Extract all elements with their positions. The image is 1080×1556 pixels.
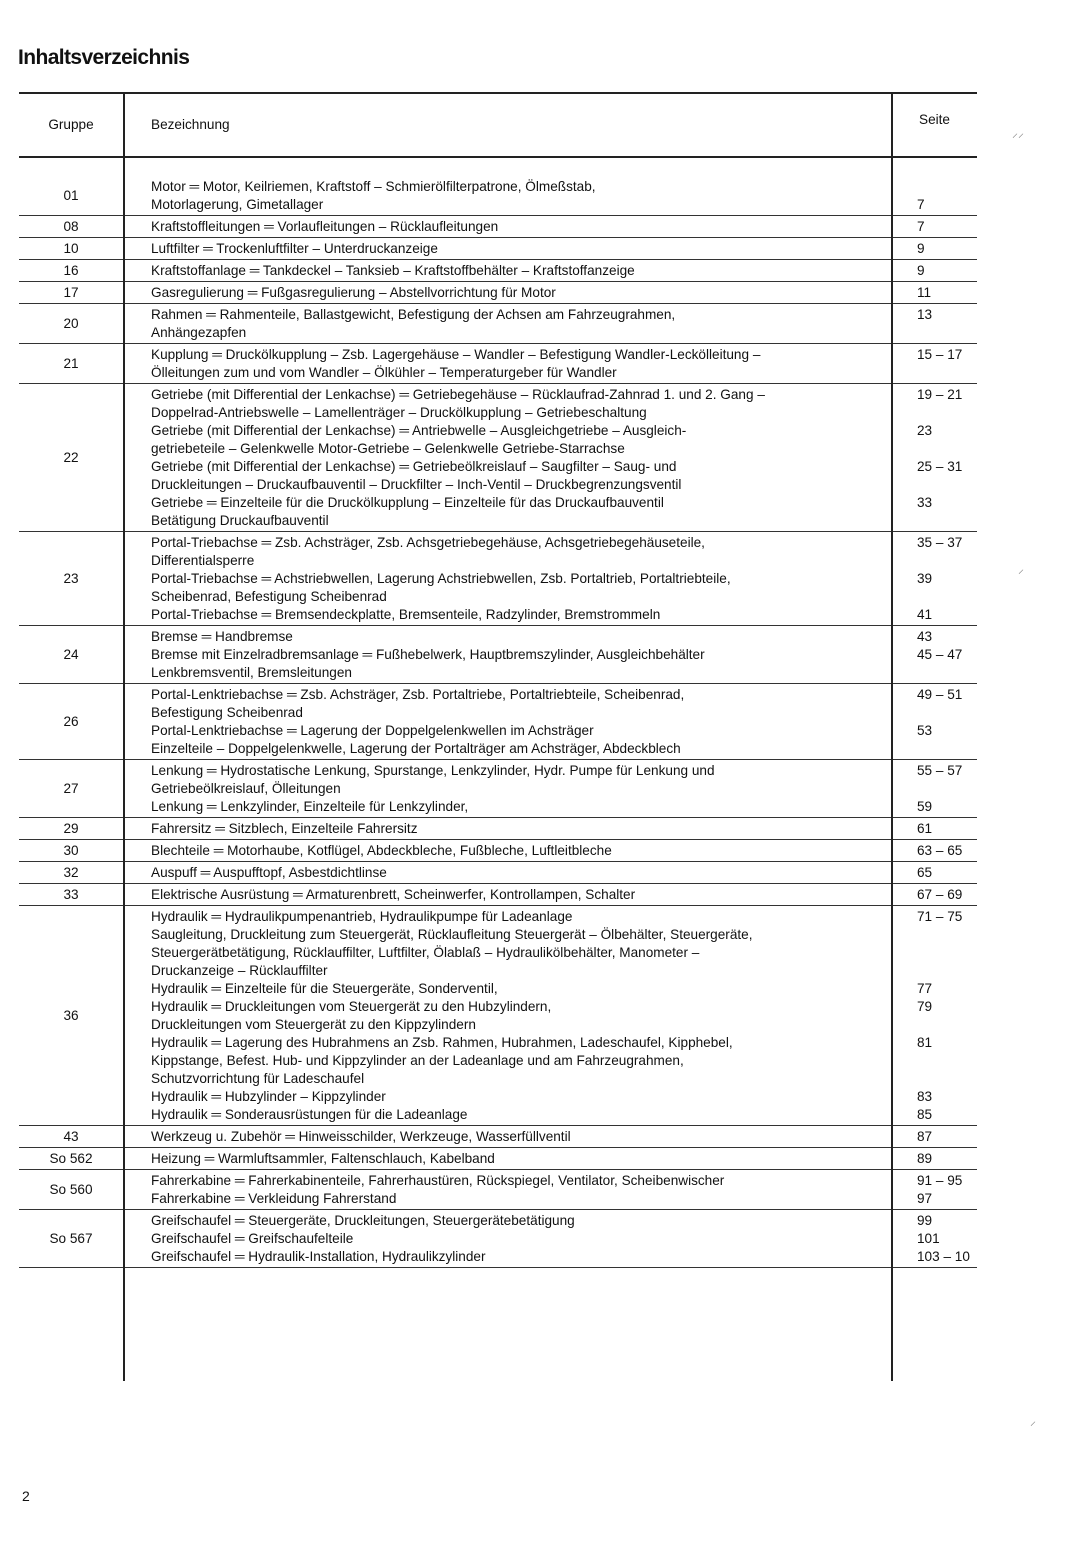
page-ref: 65 bbox=[917, 865, 933, 880]
description-cell bbox=[124, 1126, 892, 1148]
description-line: Hydraulik ═ Sonderausrüstungen für die Ladeanlage bbox=[151, 1107, 468, 1122]
group-cell: 01 bbox=[19, 157, 124, 216]
description-cell bbox=[124, 862, 892, 884]
description-line: Portal-Lenktriebachse ═ Zsb. Achsträger, Zsb. Portaltriebe, Portaltriebteile, Scheibenrad, bbox=[151, 687, 685, 702]
page-ref: 25 – 31 bbox=[917, 459, 963, 474]
page-ref: 41 bbox=[917, 607, 933, 622]
description-line: getriebeteile – Gelenkwelle Motor-Getriebe – Gelenkwelle Getriebe-Starrachse bbox=[151, 441, 625, 456]
group-cell: 24 bbox=[19, 626, 124, 684]
description-line: Motorlagerung, Gimetallager bbox=[151, 197, 324, 212]
toc-row bbox=[19, 1210, 977, 1268]
description-line: Anhängezapfen bbox=[151, 325, 247, 340]
page-cell bbox=[892, 344, 977, 384]
toc-row bbox=[19, 260, 977, 282]
page-cell bbox=[892, 818, 977, 840]
page-cell bbox=[892, 840, 977, 862]
group-cell: 20 bbox=[19, 304, 124, 344]
page-ref: 39 bbox=[917, 571, 933, 586]
page-ref: 89 bbox=[917, 1151, 933, 1166]
page-cell bbox=[892, 884, 977, 906]
description-line: Getriebe ═ Einzelteile für die Druckölkupplung – Einzelteile für das Druckaufbauventil bbox=[151, 495, 664, 510]
description-cell bbox=[124, 906, 892, 1126]
description-cell bbox=[124, 216, 892, 238]
page-ref: 23 bbox=[917, 423, 933, 438]
page-ref: 19 – 21 bbox=[917, 387, 963, 402]
page-ref bbox=[917, 512, 977, 530]
description-cell bbox=[124, 760, 892, 818]
description-line: Doppelrad-Antriebswelle – Lamellenträger – Druckölkupplung – Getriebeschaltung bbox=[151, 405, 647, 420]
page-cell bbox=[892, 1170, 977, 1210]
description-line: Hydraulik ═ Hubzylinder – Kippzylinder bbox=[151, 1089, 386, 1104]
description-line: Portal-Triebachse ═ Bremsendeckplatte, Bremsenteile, Radzylinder, Bremstrommeln bbox=[151, 607, 661, 622]
description-line: Motor ═ Motor, Keilriemen, Kraftstoff – Schmierölfilterpatrone, Ölmeßstab, bbox=[151, 179, 596, 194]
page-ref: 7 bbox=[917, 219, 925, 234]
toc-row bbox=[19, 818, 977, 840]
page-ref: 91 – 95 bbox=[917, 1173, 963, 1188]
empty-cell bbox=[892, 1268, 977, 1382]
description-line: Luftfilter ═ Trockenluftfilter – Unterdruckanzeige bbox=[151, 241, 438, 256]
page-cell bbox=[892, 157, 977, 216]
toc-row bbox=[19, 862, 977, 884]
description-line: Druckleitungen vom Steuergerät zu den Kippzylindern bbox=[151, 1017, 476, 1032]
description-line: Bremse ═ Handbremse bbox=[151, 629, 293, 644]
description-line: Kippstange, Befest. Hub- und Kippzylinder an der Ladeanlage und am Fahrzeugrahmen, bbox=[151, 1053, 684, 1068]
page-ref bbox=[917, 926, 977, 944]
description-line: Getriebe (mit Differential der Lenkachse) ═ Antriebwelle – Ausgleichgetriebe – Ausgleich- bbox=[151, 423, 687, 438]
description-line: Differentialsperre bbox=[151, 553, 255, 568]
page-cell bbox=[892, 1210, 977, 1268]
description-line: Gasregulierung ═ Fußgasregulierung – Abstellvorrichtung für Motor bbox=[151, 285, 556, 300]
toc-row bbox=[19, 304, 977, 344]
description-line: Befestigung Scheibenrad bbox=[151, 705, 303, 720]
page-ref: 67 – 69 bbox=[917, 887, 963, 902]
page-ref: 33 bbox=[917, 495, 933, 510]
page-cell bbox=[892, 384, 977, 532]
description-line: Rahmen ═ Rahmenteile, Ballastgewicht, Befestigung der Achsen am Fahrzeugrahmen, bbox=[151, 307, 676, 322]
group-cell: 32 bbox=[19, 862, 124, 884]
column-header-page: Seite bbox=[892, 93, 977, 157]
description-line: Werkzeug u. Zubehör ═ Hinweisschilder, Werkzeuge, Wasserfüllventil bbox=[151, 1129, 571, 1144]
group-cell: 22 bbox=[19, 384, 124, 532]
toc-row bbox=[19, 157, 977, 216]
description-line: Fahrerkabine ═ Verkleidung Fahrerstand bbox=[151, 1191, 397, 1206]
page-ref: 9 bbox=[917, 263, 925, 278]
description-line: Lenkbremsventil, Bremsleitungen bbox=[151, 665, 352, 680]
description-line: Schutzvorrichtung für Ladeschaufel bbox=[151, 1071, 365, 1086]
page-ref bbox=[917, 404, 977, 422]
page-ref: 81 bbox=[917, 1035, 933, 1050]
description-line: Fahrerkabine ═ Fahrerkabinenteile, Fahrerhaustüren, Rückspiegel, Ventilator, Scheibenwischer bbox=[151, 1173, 725, 1188]
page-ref bbox=[917, 740, 977, 758]
page-cell bbox=[892, 304, 977, 344]
scan-mark: ⸝ bbox=[1018, 562, 1025, 576]
toc-row bbox=[19, 216, 977, 238]
page-ref: 49 – 51 bbox=[917, 687, 963, 702]
description-line: Greifschaufel ═ Hydraulik-Installation, Hydraulikzylinder bbox=[151, 1249, 486, 1264]
group-cell: So 567 bbox=[19, 1210, 124, 1268]
page-ref: 103 – 10 bbox=[917, 1249, 970, 1264]
toc-row bbox=[19, 238, 977, 260]
description-cell bbox=[124, 684, 892, 760]
toc-row bbox=[19, 626, 977, 684]
description-line: Portal-Triebachse ═ Achstriebwellen, Lagerung Achstriebwellen, Zsb. Portaltrieb, Portaltriebteile, bbox=[151, 571, 731, 586]
empty-cell bbox=[124, 1268, 892, 1382]
page-ref bbox=[917, 324, 977, 342]
description-line: Steuergerätbetätigung, Rücklauffilter, Luftfilter, Ölablaß – Hydraulikölbehälter, Manometer – bbox=[151, 945, 700, 960]
page-cell bbox=[892, 260, 977, 282]
description-line: Kupplung ═ Druckölkupplung – Zsb. Lagergehäuse – Wandler – Befestigung Wandler-Leckölleitung – bbox=[151, 347, 761, 362]
group-cell: 16 bbox=[19, 260, 124, 282]
toc-row bbox=[19, 1170, 977, 1210]
page-ref bbox=[917, 962, 977, 980]
group-cell: So 560 bbox=[19, 1170, 124, 1210]
description-line: Lenkung ═ Lenkzylinder, Einzelteile für Lenkzylinder, bbox=[151, 799, 469, 814]
toc-row bbox=[19, 384, 977, 532]
toc-row bbox=[19, 344, 977, 384]
description-cell bbox=[124, 238, 892, 260]
description-line: Fahrersitz ═ Sitzblech, Einzelteile Fahrersitz bbox=[151, 821, 418, 836]
toc-row bbox=[19, 840, 977, 862]
description-line: Greifschaufel ═ Steuergeräte, Druckleitungen, Steuergerätebetätigung bbox=[151, 1213, 575, 1228]
page-ref: 101 bbox=[917, 1231, 940, 1246]
description-cell bbox=[124, 1210, 892, 1268]
page-ref: 97 bbox=[917, 1191, 933, 1206]
page-ref bbox=[917, 704, 977, 722]
page-ref bbox=[917, 178, 977, 196]
page-ref: 11 bbox=[917, 285, 932, 300]
description-line: Blechteile ═ Motorhaube, Kotflügel, Abdeckbleche, Fußbleche, Luftleitbleche bbox=[151, 843, 612, 858]
page-ref: 15 – 17 bbox=[917, 347, 963, 362]
group-cell: So 562 bbox=[19, 1148, 124, 1170]
description-line: Hydraulik ═ Druckleitungen vom Steuergerät zu den Hubzylindern, bbox=[151, 999, 552, 1014]
description-cell bbox=[124, 282, 892, 304]
page-ref: 9 bbox=[917, 241, 925, 256]
description-line: Kraftstoffanlage ═ Tankdeckel – Tanksieb – Kraftstoffbehälter – Kraftstoffanzeige bbox=[151, 263, 635, 278]
page-ref bbox=[917, 1016, 977, 1034]
description-line: Elektrische Ausrüstung ═ Armaturenbrett, Scheinwerfer, Kontrollampen, Schalter bbox=[151, 887, 636, 902]
toc-row bbox=[19, 1126, 977, 1148]
description-line: Getriebeölkreislauf, Ölleitungen bbox=[151, 781, 341, 796]
page-ref bbox=[917, 588, 977, 606]
page-cell bbox=[892, 862, 977, 884]
page-ref bbox=[917, 944, 977, 962]
page-ref: 7 bbox=[917, 197, 925, 212]
description-cell bbox=[124, 818, 892, 840]
group-cell: 26 bbox=[19, 684, 124, 760]
description-cell bbox=[124, 1148, 892, 1170]
toc-empty-row bbox=[19, 1268, 977, 1382]
description-line: Hydraulik ═ Hydraulikpumpenantrieb, Hydraulikpumpe für Ladeanlage bbox=[151, 909, 573, 924]
page-ref bbox=[917, 780, 977, 798]
page-cell bbox=[892, 1126, 977, 1148]
page-ref: 53 bbox=[917, 723, 933, 738]
group-cell: 08 bbox=[19, 216, 124, 238]
page-ref: 79 bbox=[917, 999, 933, 1014]
description-cell bbox=[124, 1170, 892, 1210]
page-cell bbox=[892, 282, 977, 304]
page-ref: 99 bbox=[917, 1213, 933, 1228]
page-ref bbox=[917, 440, 977, 458]
page-cell bbox=[892, 906, 977, 1126]
group-cell: 43 bbox=[19, 1126, 124, 1148]
group-cell: 36 bbox=[19, 906, 124, 1126]
page-cell bbox=[892, 626, 977, 684]
group-cell: 30 bbox=[19, 840, 124, 862]
group-cell: 27 bbox=[19, 760, 124, 818]
page-cell bbox=[892, 238, 977, 260]
page-ref bbox=[917, 1052, 977, 1070]
description-cell bbox=[124, 626, 892, 684]
page-ref: 43 bbox=[917, 629, 933, 644]
page-cell bbox=[892, 532, 977, 626]
description-line: Portal-Lenktriebachse ═ Lagerung der Doppelgelenkwellen im Achsträger bbox=[151, 723, 594, 738]
page-ref: 35 – 37 bbox=[917, 535, 963, 550]
description-line: Lenkung ═ Hydrostatische Lenkung, Spurstange, Lenkzylinder, Hydr. Pumpe für Lenkung und bbox=[151, 763, 715, 778]
page-ref: 85 bbox=[917, 1107, 933, 1122]
column-header-description: Bezeichnung bbox=[124, 93, 892, 157]
toc-row bbox=[19, 532, 977, 626]
description-line: Hydraulik ═ Einzelteile für die Steuergeräte, Sonderventil, bbox=[151, 981, 498, 996]
empty-cell bbox=[19, 1268, 124, 1382]
toc-row bbox=[19, 1148, 977, 1170]
toc-table bbox=[19, 92, 977, 1381]
page-ref: 83 bbox=[917, 1089, 933, 1104]
toc-row bbox=[19, 684, 977, 760]
description-line: Betätigung Druckaufbauventil bbox=[151, 513, 329, 528]
page-title: Inhaltsverzeichnis bbox=[18, 46, 190, 69]
page-number: 2 bbox=[22, 1488, 30, 1504]
page-ref bbox=[917, 476, 977, 494]
description-cell bbox=[124, 384, 892, 532]
description-line: Getriebe (mit Differential der Lenkachse) ═ Getriebeölkreislauf – Saugfilter – Saug- und bbox=[151, 459, 677, 474]
page-ref: 55 – 57 bbox=[917, 763, 963, 778]
page-ref: 59 bbox=[917, 799, 933, 814]
toc-header-row bbox=[19, 93, 977, 157]
description-cell bbox=[124, 344, 892, 384]
page-ref bbox=[917, 1070, 977, 1088]
description-line: Greifschaufel ═ Greifschaufelteile bbox=[151, 1231, 354, 1246]
page-cell bbox=[892, 1148, 977, 1170]
group-cell: 29 bbox=[19, 818, 124, 840]
page-cell bbox=[892, 684, 977, 760]
page-ref: 61 bbox=[917, 821, 933, 836]
description-line: Hydraulik ═ Lagerung des Hubrahmens an Zsb. Rahmen, Hubrahmen, Ladeschaufel, Kipphebel, bbox=[151, 1035, 733, 1050]
page-ref: 13 bbox=[917, 307, 933, 322]
page-ref: 71 – 75 bbox=[917, 909, 963, 924]
description-cell bbox=[124, 840, 892, 862]
scan-mark: ⸝ bbox=[1030, 1414, 1037, 1428]
description-line: Einzelteile – Doppelgelenkwelle, Lagerung der Portalträger am Achsträger, Abdeckblech bbox=[151, 741, 681, 756]
page-cell bbox=[892, 760, 977, 818]
group-cell: 21 bbox=[19, 344, 124, 384]
page-ref: 45 – 47 bbox=[917, 647, 963, 662]
description-cell bbox=[124, 304, 892, 344]
group-cell: 10 bbox=[19, 238, 124, 260]
page-ref bbox=[917, 664, 977, 682]
description-line: Saugleitung, Druckleitung zum Steuergerät, Rücklaufleitung Steuergerät – Ölbehälter, Steuergeräte, bbox=[151, 927, 753, 942]
description-line: Ölleitungen zum und vom Wandler – Ölkühler – Temperaturgeber für Wandler bbox=[151, 365, 617, 380]
toc-row bbox=[19, 906, 977, 1126]
page-ref: 63 – 65 bbox=[917, 843, 963, 858]
description-line: Druckleitungen – Druckaufbauventil – Druckfilter – Inch-Ventil – Druckbegrenzungsventil bbox=[151, 477, 682, 492]
group-cell: 33 bbox=[19, 884, 124, 906]
column-header-group: Gruppe bbox=[19, 93, 124, 157]
description-line: Bremse mit Einzelradbremsanlage ═ Fußhebelwerk, Hauptbremszylinder, Ausgleichbehälter bbox=[151, 647, 705, 662]
description-cell bbox=[124, 884, 892, 906]
description-line: Auspuff ═ Auspufftopf, Asbestdichtlinse bbox=[151, 865, 387, 880]
group-cell: 23 bbox=[19, 532, 124, 626]
toc-row bbox=[19, 884, 977, 906]
description-line: Scheibenrad, Befestigung Scheibenrad bbox=[151, 589, 387, 604]
group-cell: 17 bbox=[19, 282, 124, 304]
page-ref: 77 bbox=[917, 981, 933, 996]
description-line: Getriebe (mit Differential der Lenkachse) ═ Getriebegehäuse – Rücklaufrad-Zahnrad 1. und 2. Gang – bbox=[151, 387, 765, 402]
description-cell bbox=[124, 260, 892, 282]
toc-row bbox=[19, 760, 977, 818]
description-cell bbox=[124, 157, 892, 216]
description-cell bbox=[124, 532, 892, 626]
toc-row bbox=[19, 282, 977, 304]
page-ref bbox=[917, 552, 977, 570]
toc-body bbox=[19, 157, 977, 1381]
description-line: Heizung ═ Warmluftsammler, Faltenschlauch, Kabelband bbox=[151, 1151, 495, 1166]
description-line: Druckanzeige – Rücklauffilter bbox=[151, 963, 328, 978]
page-cell bbox=[892, 216, 977, 238]
description-line: Kraftstoffleitungen ═ Vorlaufleitungen – Rücklaufleitungen bbox=[151, 219, 499, 234]
description-line: Portal-Triebachse ═ Zsb. Achsträger, Zsb. Achsgetriebegehäuse, Achsgetriebegehäuseteile, bbox=[151, 535, 705, 550]
scan-mark: ⸝⸝ bbox=[1012, 126, 1025, 140]
page-ref: 87 bbox=[917, 1129, 933, 1144]
page-ref bbox=[917, 364, 977, 382]
